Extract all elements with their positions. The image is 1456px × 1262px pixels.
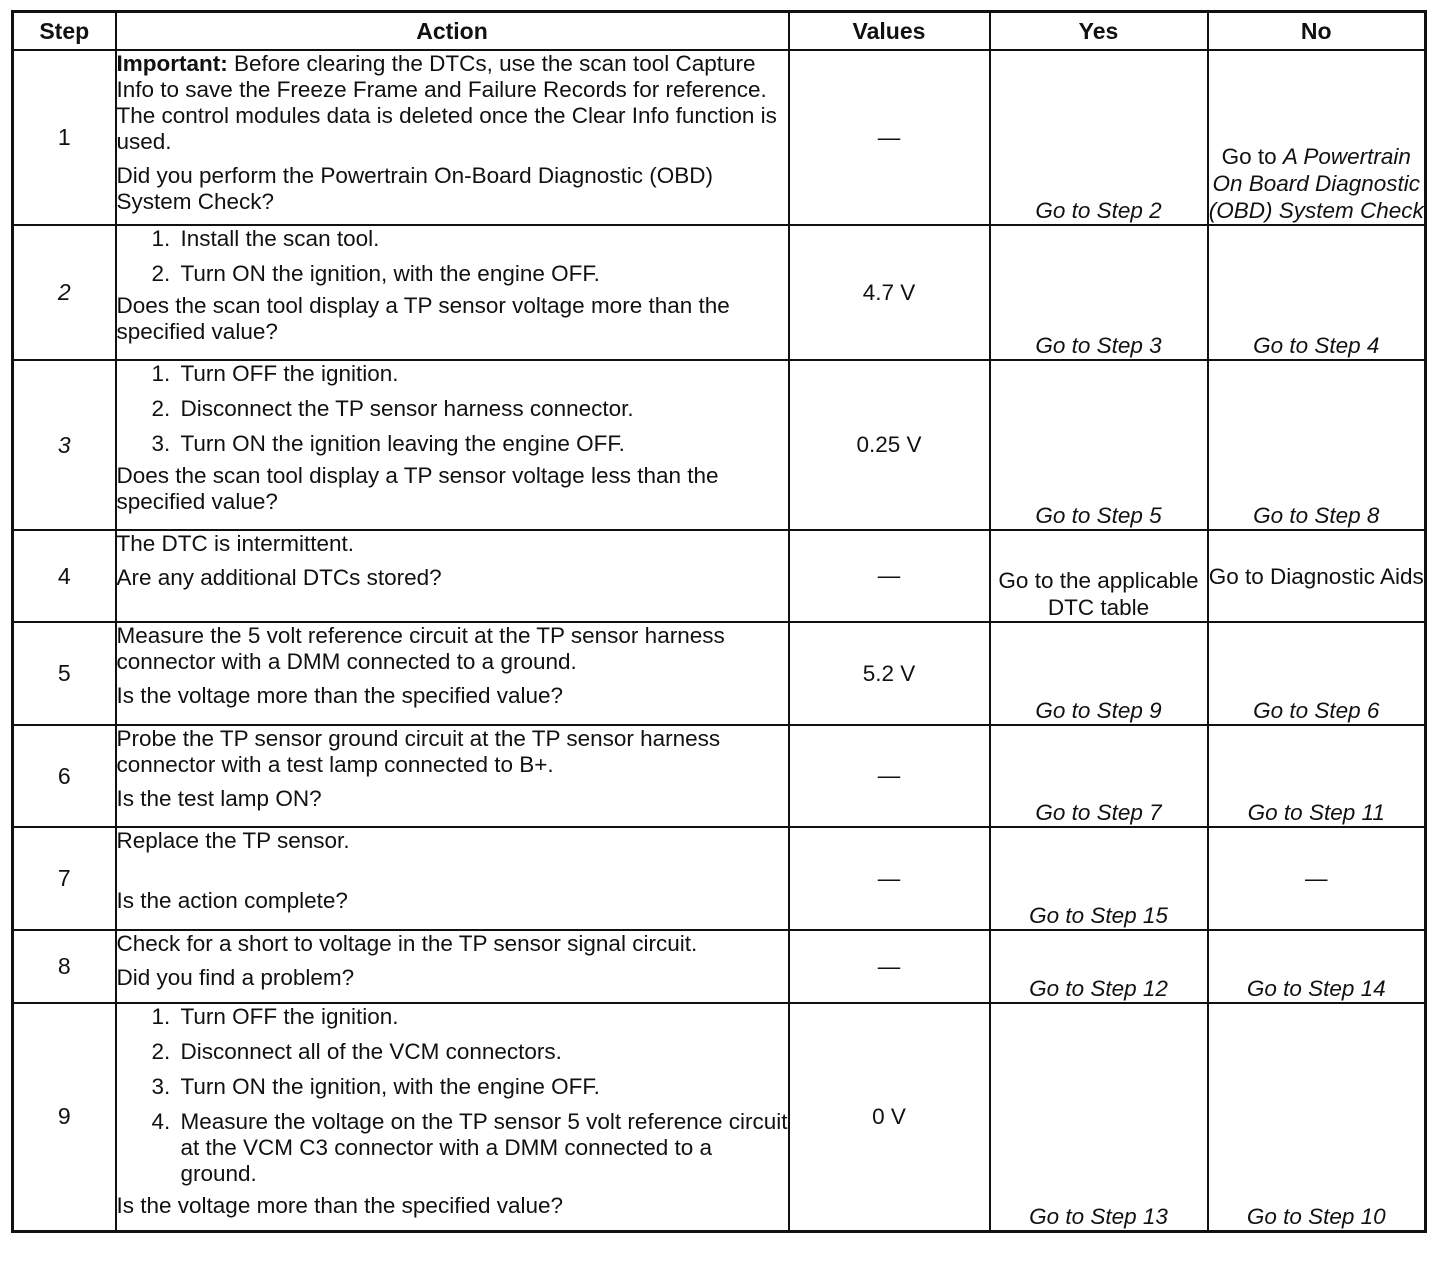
action-question: Did you find a problem? <box>116 965 355 990</box>
values-cell: — <box>789 50 990 225</box>
yes-link[interactable]: Go to Step 12 <box>990 930 1208 1003</box>
no-cell: — <box>1208 827 1426 930</box>
diagnostic-table <box>11 10 1427 1233</box>
action-steps <box>117 1004 788 1187</box>
step-number: 1 <box>13 50 116 225</box>
yes-link[interactable]: Go to the applicable DTC table <box>990 530 1208 622</box>
step-number: 4 <box>13 530 116 622</box>
no-link[interactable]: Go to Step 4 <box>1208 225 1426 360</box>
action-cell <box>116 360 789 530</box>
table-row <box>13 622 1426 725</box>
table-row <box>13 930 1426 1003</box>
action-step-item: 1. Turn OFF the ignition. <box>177 1004 788 1030</box>
action-cell <box>116 930 789 1003</box>
header-action: Action <box>116 12 789 51</box>
values-cell: — <box>789 930 990 1003</box>
table-row <box>13 530 1426 622</box>
step-number: 8 <box>13 930 116 1003</box>
action-instruction: Probe the TP sensor ground circuit at the TP sensor harness connector with a test lamp connected to B+. <box>116 726 721 777</box>
table-row <box>13 50 1426 225</box>
yes-link[interactable]: Go to Step 2 <box>990 50 1208 225</box>
values-cell: 5.2 V <box>789 622 990 725</box>
action-steps <box>117 226 788 287</box>
action-step-item: 2. Turn ON the ignition, with the engine OFF. <box>177 261 788 287</box>
yes-link[interactable]: Go to Step 7 <box>990 725 1208 827</box>
step-number: 3 <box>13 360 116 530</box>
no-link[interactable] <box>1208 50 1426 225</box>
yes-link[interactable]: Go to Step 9 <box>990 622 1208 725</box>
yes-link[interactable]: Go to Step 5 <box>990 360 1208 530</box>
no-link[interactable]: Go to Step 10 <box>1208 1003 1426 1231</box>
action-cell <box>116 622 789 725</box>
action-step-item: 3. Turn ON the ignition, with the engine OFF. <box>177 1074 788 1100</box>
step-number: 2 <box>13 225 116 360</box>
action-question: Did you perform the Powertrain On-Board Diagnostic (OBD) System Check? <box>116 163 713 214</box>
no-link[interactable]: Go to Step 6 <box>1208 622 1426 725</box>
action-steps <box>117 361 788 457</box>
action-cell <box>116 225 789 360</box>
no-link-text[interactable]: A Powertrain On Board Diagnostic (OBD) System Check <box>1208 144 1424 223</box>
action-instruction: The DTC is intermittent. <box>116 531 355 556</box>
values-cell: — <box>789 827 990 930</box>
action-cell <box>116 50 789 225</box>
action-cell <box>116 827 789 930</box>
values-cell: 0 V <box>789 1003 990 1231</box>
important-label: Important: <box>116 51 228 76</box>
step-number: 7 <box>13 827 116 930</box>
no-link[interactable]: Go to Diagnostic Aids <box>1208 530 1426 622</box>
header-row <box>13 12 1426 51</box>
action-step-item: 2. Disconnect all of the VCM connectors. <box>177 1039 788 1065</box>
action-cell <box>116 530 789 622</box>
action-step-item: 4. Measure the voltage on the TP sensor 5 volt reference circuit at the VCM C3 connector with a DMM connected to a ground. <box>177 1109 788 1187</box>
header-no: No <box>1208 12 1426 51</box>
action-question: Is the voltage more than the specified value? <box>116 683 564 708</box>
header-values: Values <box>789 12 990 51</box>
important-text: Before clearing the DTCs, use the scan tool Capture Info to save the Freeze Frame and Failure Records for reference. The control modules data is deleted once the Clear Info function is used. <box>116 51 777 154</box>
action-question: Is the voltage more than the specified value? <box>116 1193 564 1218</box>
step-number: 5 <box>13 622 116 725</box>
action-cell <box>116 1003 789 1231</box>
action-instruction: Check for a short to voltage in the TP sensor signal circuit. <box>116 931 698 956</box>
action-step-item: 1. Turn OFF the ignition. <box>177 361 788 387</box>
values-cell: — <box>789 530 990 622</box>
yes-link[interactable]: Go to Step 3 <box>990 225 1208 360</box>
no-link[interactable]: Go to Step 14 <box>1208 930 1426 1003</box>
table-row <box>13 1003 1426 1231</box>
action-step-item: 3. Turn ON the ignition leaving the engine OFF. <box>177 431 788 457</box>
action-instruction <box>117 51 788 155</box>
table-row <box>13 225 1426 360</box>
table-row <box>13 827 1426 930</box>
action-question: Is the action complete? <box>116 888 348 913</box>
no-link[interactable]: Go to Step 11 <box>1208 725 1426 827</box>
action-instruction: Measure the 5 volt reference circuit at the TP sensor harness connector with a DMM connected to a ground. <box>116 623 725 674</box>
step-number: 6 <box>13 725 116 827</box>
action-question: Does the scan tool display a TP sensor voltage less than the specified value? <box>116 463 719 514</box>
action-instruction: Replace the TP sensor. <box>116 828 350 853</box>
no-prefix: Go to <box>1221 144 1283 169</box>
yes-link[interactable]: Go to Step 15 <box>990 827 1208 930</box>
values-cell: 4.7 V <box>789 225 990 360</box>
table-row <box>13 725 1426 827</box>
action-step-item: 1. Install the scan tool. <box>177 226 788 252</box>
values-cell: 0.25 V <box>789 360 990 530</box>
action-step-item: 2. Disconnect the TP sensor harness connector. <box>177 396 788 422</box>
action-question: Are any additional DTCs stored? <box>116 565 442 590</box>
table-row <box>13 360 1426 530</box>
action-question: Is the test lamp ON? <box>116 786 322 811</box>
header-yes: Yes <box>990 12 1208 51</box>
action-cell <box>116 725 789 827</box>
no-link[interactable]: Go to Step 8 <box>1208 360 1426 530</box>
step-number: 9 <box>13 1003 116 1231</box>
header-step: Step <box>13 12 116 51</box>
yes-link[interactable]: Go to Step 13 <box>990 1003 1208 1231</box>
action-question: Does the scan tool display a TP sensor voltage more than the specified value? <box>116 293 730 344</box>
values-cell: — <box>789 725 990 827</box>
